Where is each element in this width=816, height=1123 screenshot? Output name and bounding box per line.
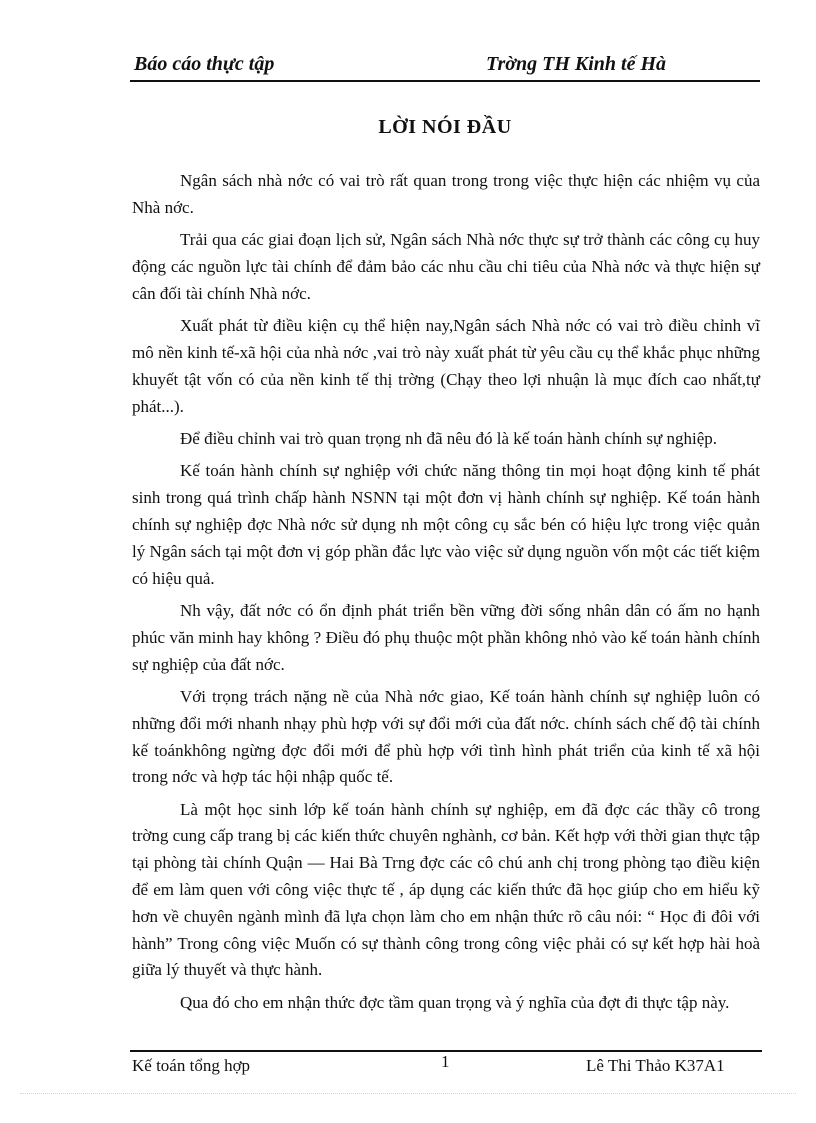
header-report-title: Báo cáo thực tập xyxy=(134,53,275,75)
page-number: 1 xyxy=(441,1052,450,1071)
paragraph: Xuất phát từ điều kiện cụ thể hiện nay,Ngân sách Nhà nớc có vai trò điều chỉnh vĩ mô nền kinh tế-xã hội của nhà nớc ,vai trò này xuất phát từ yêu cầu cụ thể khắc phục những khuyết tật vốn có của nền kinh tế thị trờng (Chạy theo lợi nhuận là mục đích cao nhất,tự phát...). xyxy=(132,316,760,416)
paragraph: Trải qua các giai đoạn lịch sử, Ngân sách Nhà nớc thực sự trở thành các công cụ huy động các nguồn lực tài chính để đảm bảo các nhu cầu chi tiêu của Nhà nớc và thực hiện sự cân đối tài chính Nhà nớc. xyxy=(132,230,760,303)
paragraph: Kế toán hành chính sự nghiệp với chức năng thông tin mọi hoạt động kinh tế phát sinh trong quá trình chấp hành NSNN tại một đơn vị hành chính sự nghiệp. Kế toán hành chính sự nghiệp đợc Nhà nớc sử dụng nh một công cụ sắc bén có hiệu lực trong việc quản lý Ngân sách tại một đơn vị góp phần đắc lực vào việc sử dụng nguồn vốn một các tiết kiệm có hiệu quả. xyxy=(132,461,760,588)
paragraph: Qua đó cho em nhận thức đợc tầm quan trọng và ý nghĩa của đợt đi thực tập này. xyxy=(180,992,730,1012)
paragraph: Với trọng trách nặng nề của Nhà nớc giao, Kế toán hành chính sự nghiệp luôn có những đổi mới nhanh nhạy phù hợp với sự đổi mới của đất nớc. chính sách chế độ tài chính kế toánkhông ngừng đợc đổi mới để phù hợp với tình hình phát triển của kinh tế xã hội trong nớc và hợp tác hội nhập quốc tế. xyxy=(132,686,760,787)
paragraph: Ngân sách nhà nớc có vai trò rất quan trong trong việc thực hiện các nhiệm vụ của Nhà nớc. xyxy=(132,171,760,217)
paragraph: Là một học sinh lớp kế toán hành chính sự nghiệp, em đã đợc các thầy cô trong trờng cung cấp trang bị các kiến thức chuyên nghành, cơ bản. Kết hợp với thời gian thực tập tại phòng tài chính Quận — Hai Bà Trng đợc các cô chú anh chị trong phòng tạo điều kiện để em làm quen với công việc thực tế , áp dụng các kiến thức đã học giúp cho em hiểu kỹ hơn về chuyên ngành mình đã lựa chọn làm cho em nhận thức rõ câu nói: “ Học đi đôi với hành” Trong công việc Muốn có sự thành công trong công việc phải có sự kết hợp hài hoà giữa lý thuyết và thực hành. xyxy=(132,799,760,980)
page-boundary-divider xyxy=(20,1093,796,1094)
paragraph: Nh vậy, đất nớc có ổn định phát triển bền vững đời sống nhân dân có ấm no hạnh phúc văn minh hay không ? Điều đó phụ thuộc một phần không nhỏ vào kế toán hành chính sự nghiệp của đất nớc. xyxy=(132,600,760,674)
page-title: LỜI NÓI ĐẦU xyxy=(378,116,512,138)
paragraph: Để điều chỉnh vai trò quan trọng nh đã nêu đó là kế toán hành chính sự nghiệp. xyxy=(180,428,718,448)
document-body xyxy=(132,168,760,1022)
footer-subject: Kế toán tổng hợp xyxy=(132,1056,251,1075)
page-footer xyxy=(130,1050,762,1080)
page-header xyxy=(130,50,760,82)
header-school-name: Trờng TH Kinh tế Hà xyxy=(486,53,667,75)
footer-author: Lê Thi Thảo K37A1 xyxy=(586,1056,725,1075)
